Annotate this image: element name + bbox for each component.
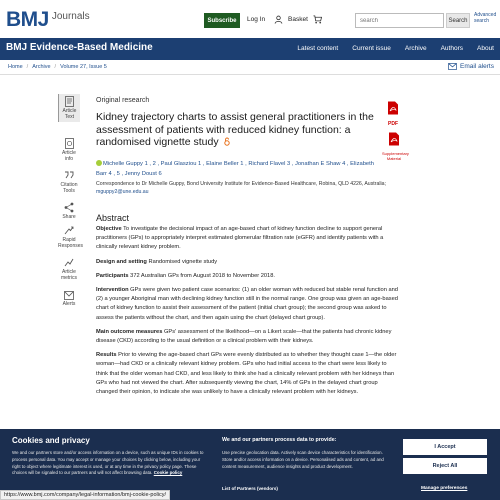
tool-article-metrics[interactable]: [58, 257, 80, 281]
tool-article-metrics-label: Article metrics: [60, 269, 78, 281]
advanced-search-link[interactable]: Advanced search: [474, 12, 497, 24]
abstract-design: [96, 258, 398, 267]
logo-bmj-text: BMJ: [6, 8, 49, 31]
nav-authors[interactable]: Authors: [440, 45, 463, 52]
breadcrumb-issue[interactable]: Volume 27, Issue 5: [60, 64, 107, 70]
section-text: GPs' assessment of the likelihood—on a Likert scale—that the patients had chronic kidney disease (CKD) according to the usual definition or a clinical problem with their kidneys.: [96, 328, 392, 345]
section-text: Randomised vignette study: [148, 258, 218, 265]
article-title: [96, 111, 386, 149]
tool-article-info[interactable]: [58, 138, 80, 162]
article-title-text: Kidney trajectory charts to assist general practitioners in the assessment of patients with reduced kidney function: a randomised vignette study: [96, 111, 374, 148]
abstract-outcome-measures: [96, 328, 398, 346]
tool-citation-label: Citation Tools: [60, 182, 78, 194]
basket-link[interactable]: Basket: [288, 16, 308, 23]
rapid-responses-icon: [64, 225, 74, 236]
tool-rapid-responses-label: Rapid Responses: [58, 237, 84, 249]
vendors-link[interactable]: List of Partners (vendors): [222, 486, 278, 491]
journal-title[interactable]: BMJ Evidence-Based Medicine: [6, 42, 153, 53]
search-input[interactable]: [355, 13, 444, 28]
nav-latest-content[interactable]: Latest content: [297, 45, 339, 52]
journal-nav: [297, 45, 494, 52]
abstract-body: [96, 225, 398, 402]
correspondence-text: Correspondence to Dr Michelle Guppy, Bond University Institute for Evidence-Based Healthcare, Robina, QLD 4226, Australia;: [96, 181, 386, 187]
pdf-icon: [387, 101, 399, 115]
breadcrumb-bar: [0, 60, 500, 75]
tool-alerts[interactable]: [58, 291, 80, 308]
section-text: GPs were given two patient case scenarios: (1) an older woman with reduced but stable renal function and (2) a younger Aboriginal man with declining kidney function still in the normal range. One group was given an age-based chart of kidney function to assist their assessment of the patient (initial chart group); the second group was asked to assess the patients without the chart, and then again using the chart (delayed chart group).: [96, 287, 398, 321]
cookie-title: Cookies and privacy: [12, 436, 90, 445]
user-icon[interactable]: [274, 15, 283, 24]
cookie-purposes-title: We and our partners process data to provide:: [222, 437, 337, 443]
breadcrumb-archive[interactable]: Archive: [32, 64, 51, 70]
logo-journals-text: Journals: [51, 11, 90, 22]
breadcrumb-home[interactable]: Home: [8, 64, 23, 70]
email-alerts-link[interactable]: [448, 63, 494, 70]
section-text: 372 Australian GPs from August 2018 to November 2018.: [130, 272, 275, 279]
accept-button[interactable]: I Accept: [403, 439, 487, 455]
cookie-policy-link[interactable]: Cookie policy: [153, 470, 183, 476]
abstract-results: [96, 351, 398, 397]
reject-all-button[interactable]: Reject All: [403, 458, 487, 474]
supplementary-download[interactable]: [382, 132, 409, 161]
correspondence: [96, 181, 386, 196]
supplementary-pdf-icon: [388, 132, 400, 146]
tool-alerts-label: Alerts: [62, 301, 76, 307]
abstract-objective: [96, 225, 398, 253]
citation-icon: [64, 170, 74, 181]
cookie-body: We and our partners store and/or access information on a device, such as unique IDs in cookies to process personal data. You may accept or manage your choices by clicking below, including your right to object where legitimate interest is used, or at any time in the privacy policy page. These choices will be signaled to our partners and will not affect browsing data.: [12, 450, 204, 476]
bmj-journals-logo[interactable]: [6, 10, 90, 30]
manage-preferences-link[interactable]: Manage preferences: [421, 486, 468, 491]
section-label: Main outcome measures: [96, 328, 163, 335]
open-access-icon: [224, 137, 230, 146]
status-bar-url: https://www.bmj.com/company/legal-information/bmj-cookie-policy/: [0, 490, 170, 500]
author-list: [96, 159, 386, 179]
tool-article-text[interactable]: [58, 94, 80, 122]
tool-article-text-label: Article Text: [62, 108, 77, 120]
info-icon: [65, 138, 74, 149]
top-bar: [0, 0, 500, 38]
metrics-icon: [64, 257, 74, 268]
correspondence-email[interactable]: mguppy2@une.edu.au: [96, 188, 149, 195]
abstract-heading: Abstract: [96, 213, 130, 223]
search-button[interactable]: Search: [446, 13, 470, 28]
cookie-text: [12, 450, 207, 477]
authors-line-2[interactable]: Barr 4 , 5 , Jenny Doust 6: [96, 171, 162, 177]
tool-article-info-label: Article info: [62, 150, 76, 162]
authors-line-1[interactable]: Michelle Guppy 1 , 2 , Paul Glasziou 1 , Elaine Beller 1 , Richard Flavel 3 , Jonathan E Shaw 4 , Elizabeth: [103, 161, 374, 167]
article-type: Original research: [96, 97, 150, 104]
nav-archive[interactable]: Archive: [404, 45, 427, 52]
tool-rapid-responses[interactable]: [58, 225, 84, 249]
tool-share-label: Share: [62, 214, 76, 220]
breadcrumb-separator: /: [26, 64, 29, 70]
tool-share[interactable]: [58, 202, 80, 221]
nav-current-issue[interactable]: Current issue: [352, 45, 391, 52]
pdf-download[interactable]: [386, 101, 400, 127]
section-label: Design and setting: [96, 258, 147, 265]
share-icon: [64, 202, 74, 213]
journal-bar: [0, 38, 500, 60]
abstract-participants: [96, 272, 398, 281]
section-label: Participants: [96, 272, 129, 279]
breadcrumb: [8, 64, 107, 70]
section-text: Prior to viewing the age-based chart GPs were evenly distributed as to whether they thought case 1—the older woman—had CKD or a clinically relevant kidney problem. GPs who had initial access to the chart were less likely to think that the older woman had CKD, and less likely to think she had a clinically relevant problem with her kidneys than GPs who had not viewed the chart. After subsequently viewing the chart, 14% of GPs in the delayed chart group changed their opinion, to indicate she was unlikely to have a clinically relevant problem with her kidneys.: [96, 352, 397, 396]
section-label: Intervention: [96, 287, 129, 294]
basket-icon[interactable]: [313, 15, 322, 24]
abstract-intervention: [96, 286, 398, 323]
supplementary-label: Supplementary Material: [382, 151, 409, 161]
article-text-icon: [65, 96, 74, 107]
cookie-purposes-text: Use precise geolocation data. Actively scan device characteristics for identification. Store and/or access information on a device. Personalised ads and content, ad and content measurement, audience insights and product development.: [222, 450, 384, 469]
tool-citation[interactable]: [58, 170, 80, 194]
mail-icon: [448, 63, 457, 70]
orcid-icon[interactable]: [96, 160, 102, 166]
subscribe-button[interactable]: Subscribe: [204, 13, 240, 28]
pdf-label: PDF: [388, 121, 398, 127]
nav-about[interactable]: About: [477, 45, 494, 52]
email-alerts-label: Email alerts: [460, 63, 494, 70]
section-text: To investigate the decisional impact of an age-based chart of kidney function decline to support general practitioners (GPs) to appropriately interpret estimated glomerular filtration rate (eGFR) and identify patients with a clinically relevant kidney problem.: [96, 226, 384, 251]
login-link[interactable]: Log In: [247, 16, 266, 23]
alerts-icon: [64, 291, 74, 300]
breadcrumb-separator: /: [54, 64, 57, 70]
section-label: Results: [96, 352, 117, 359]
section-label: Objective: [96, 226, 122, 232]
